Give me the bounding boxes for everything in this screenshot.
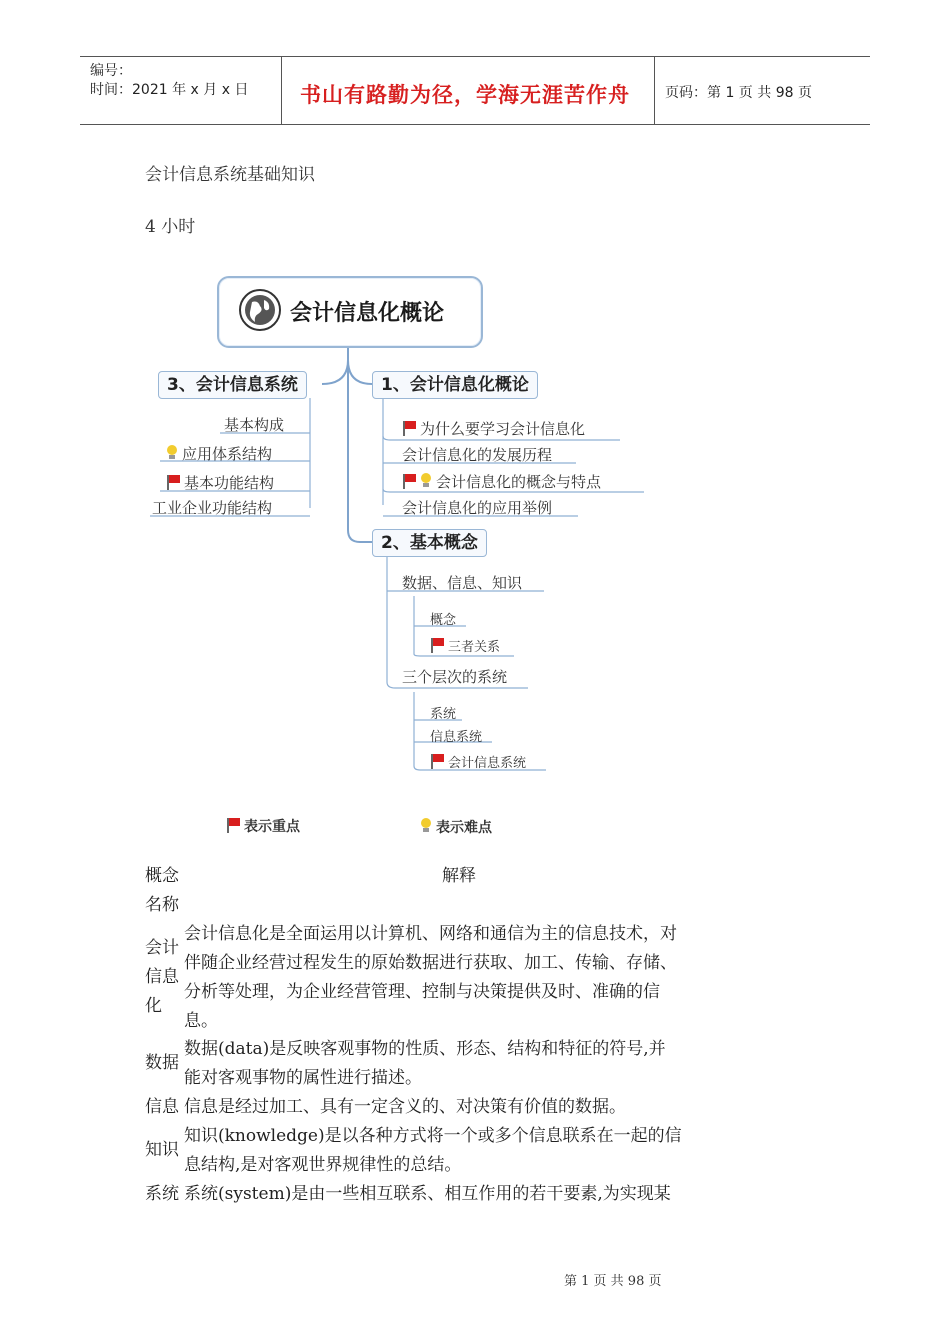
mindmap-node2b-leaf-2: 信息系统 xyxy=(430,730,483,745)
flag-icon xyxy=(402,473,416,489)
header-time-label: 时间：2021 年 x 月 x 日 xyxy=(90,82,249,98)
legend-key-point: 表示重点 xyxy=(226,816,300,836)
mindmap-node-1: 1、会计信息化概论 xyxy=(372,371,538,399)
table-row-4-explanation: 知识(knowledge)是以各种方式将一个或多个信息联系在一起的信 息结构,是对客观世界规律性的总结。 xyxy=(184,1126,682,1175)
header-motto: 书山有路勤为径，学海无涯苦作舟 xyxy=(300,82,630,107)
mindmap-root-label: 会计信息化概论 xyxy=(290,301,445,326)
header-number-label: 编号： xyxy=(90,63,132,79)
table-header-explanation: 解释 xyxy=(442,866,476,886)
table-row-2-explanation: 数据(data)是反映客观事物的性质、形态、结构和特征的符号,并 能对客观事物的属性进行描述。 xyxy=(184,1039,666,1088)
mindmap-node1-leaf-2: 会计信息化的发展历程 xyxy=(402,446,553,464)
mindmap-node-3: 3、会计信息系统 xyxy=(158,371,307,399)
globe-icon xyxy=(238,288,282,332)
mindmap-node2b-leaf-3: 会计信息系统 xyxy=(430,752,526,771)
table-row-3-explanation: 信息是经过加工、具有一定含义的、对决策有价值的数据。 xyxy=(184,1097,626,1117)
mindmap-node3-leaf-4: 工业企业功能结构 xyxy=(152,499,273,517)
mindmap-node1-leaf-4: 会计信息化的应用举例 xyxy=(402,499,553,517)
mindmap-node1-leaf-3: 会计信息化的概念与特点 xyxy=(402,471,601,492)
mindmap-node2-branch-b: 三个层次的系统 xyxy=(402,668,508,686)
mindmap-node3-leaf-1: 基本构成 xyxy=(224,416,285,434)
table-row-4-name: 知识 xyxy=(145,1140,179,1160)
doc-duration: 4 小时 xyxy=(145,217,196,237)
table-row-5-name: 系统 xyxy=(145,1184,179,1204)
mindmap-node-2: 2、基本概念 xyxy=(372,529,487,557)
mindmap-node1-leaf-1: 为什么要学习会计信息化 xyxy=(402,418,585,439)
flag-icon xyxy=(402,420,416,436)
flag-icon xyxy=(430,753,444,769)
header-page-label: 页码：第 1 页 共 98 页 xyxy=(665,85,812,101)
bulb-icon xyxy=(166,445,178,461)
mindmap-node2a-leaf-1: 概念 xyxy=(430,613,457,628)
table-row-1-name: 会计 信息 化 xyxy=(145,938,179,1016)
mindmap-node2-branch-a: 数据、信息、知识 xyxy=(402,574,523,592)
table-row-5-explanation: 系统(system)是由一些相互联系、相互作用的若干要素,为实现某 xyxy=(184,1184,671,1204)
table-row-3-name: 信息 xyxy=(145,1097,179,1117)
bulb-icon xyxy=(420,818,432,834)
bulb-icon xyxy=(420,473,432,489)
flag-icon xyxy=(166,474,180,490)
mindmap-node2b-leaf-1: 系统 xyxy=(430,707,457,722)
flag-icon xyxy=(226,817,240,833)
mindmap-node3-leaf-2: 应用体系结构 xyxy=(166,443,272,464)
table-header-concept: 概念 xyxy=(145,866,179,886)
doc-title: 会计信息系统基础知识 xyxy=(145,165,315,185)
flag-icon xyxy=(430,637,444,653)
mindmap-node3-leaf-3: 基本功能结构 xyxy=(166,472,274,493)
legend-difficult-point: 表示难点 xyxy=(420,817,492,837)
table-row-2-name: 数据 xyxy=(145,1053,179,1073)
page-footer: 第 1 页 共 98 页 xyxy=(564,1274,662,1289)
table-header-name: 名称 xyxy=(145,895,179,915)
table-row-1-explanation: 会计信息化是全面运用以计算机、网络和通信为主的信息技术，对 伴随企业经营过程发生的原始数据进行获取、加工、传输、存储、 分析等处理，为企业经营管理、控制与决策提供及时、准确的信 息。 xyxy=(184,924,677,1031)
mindmap-node2a-leaf-2: 三者关系 xyxy=(430,636,500,655)
